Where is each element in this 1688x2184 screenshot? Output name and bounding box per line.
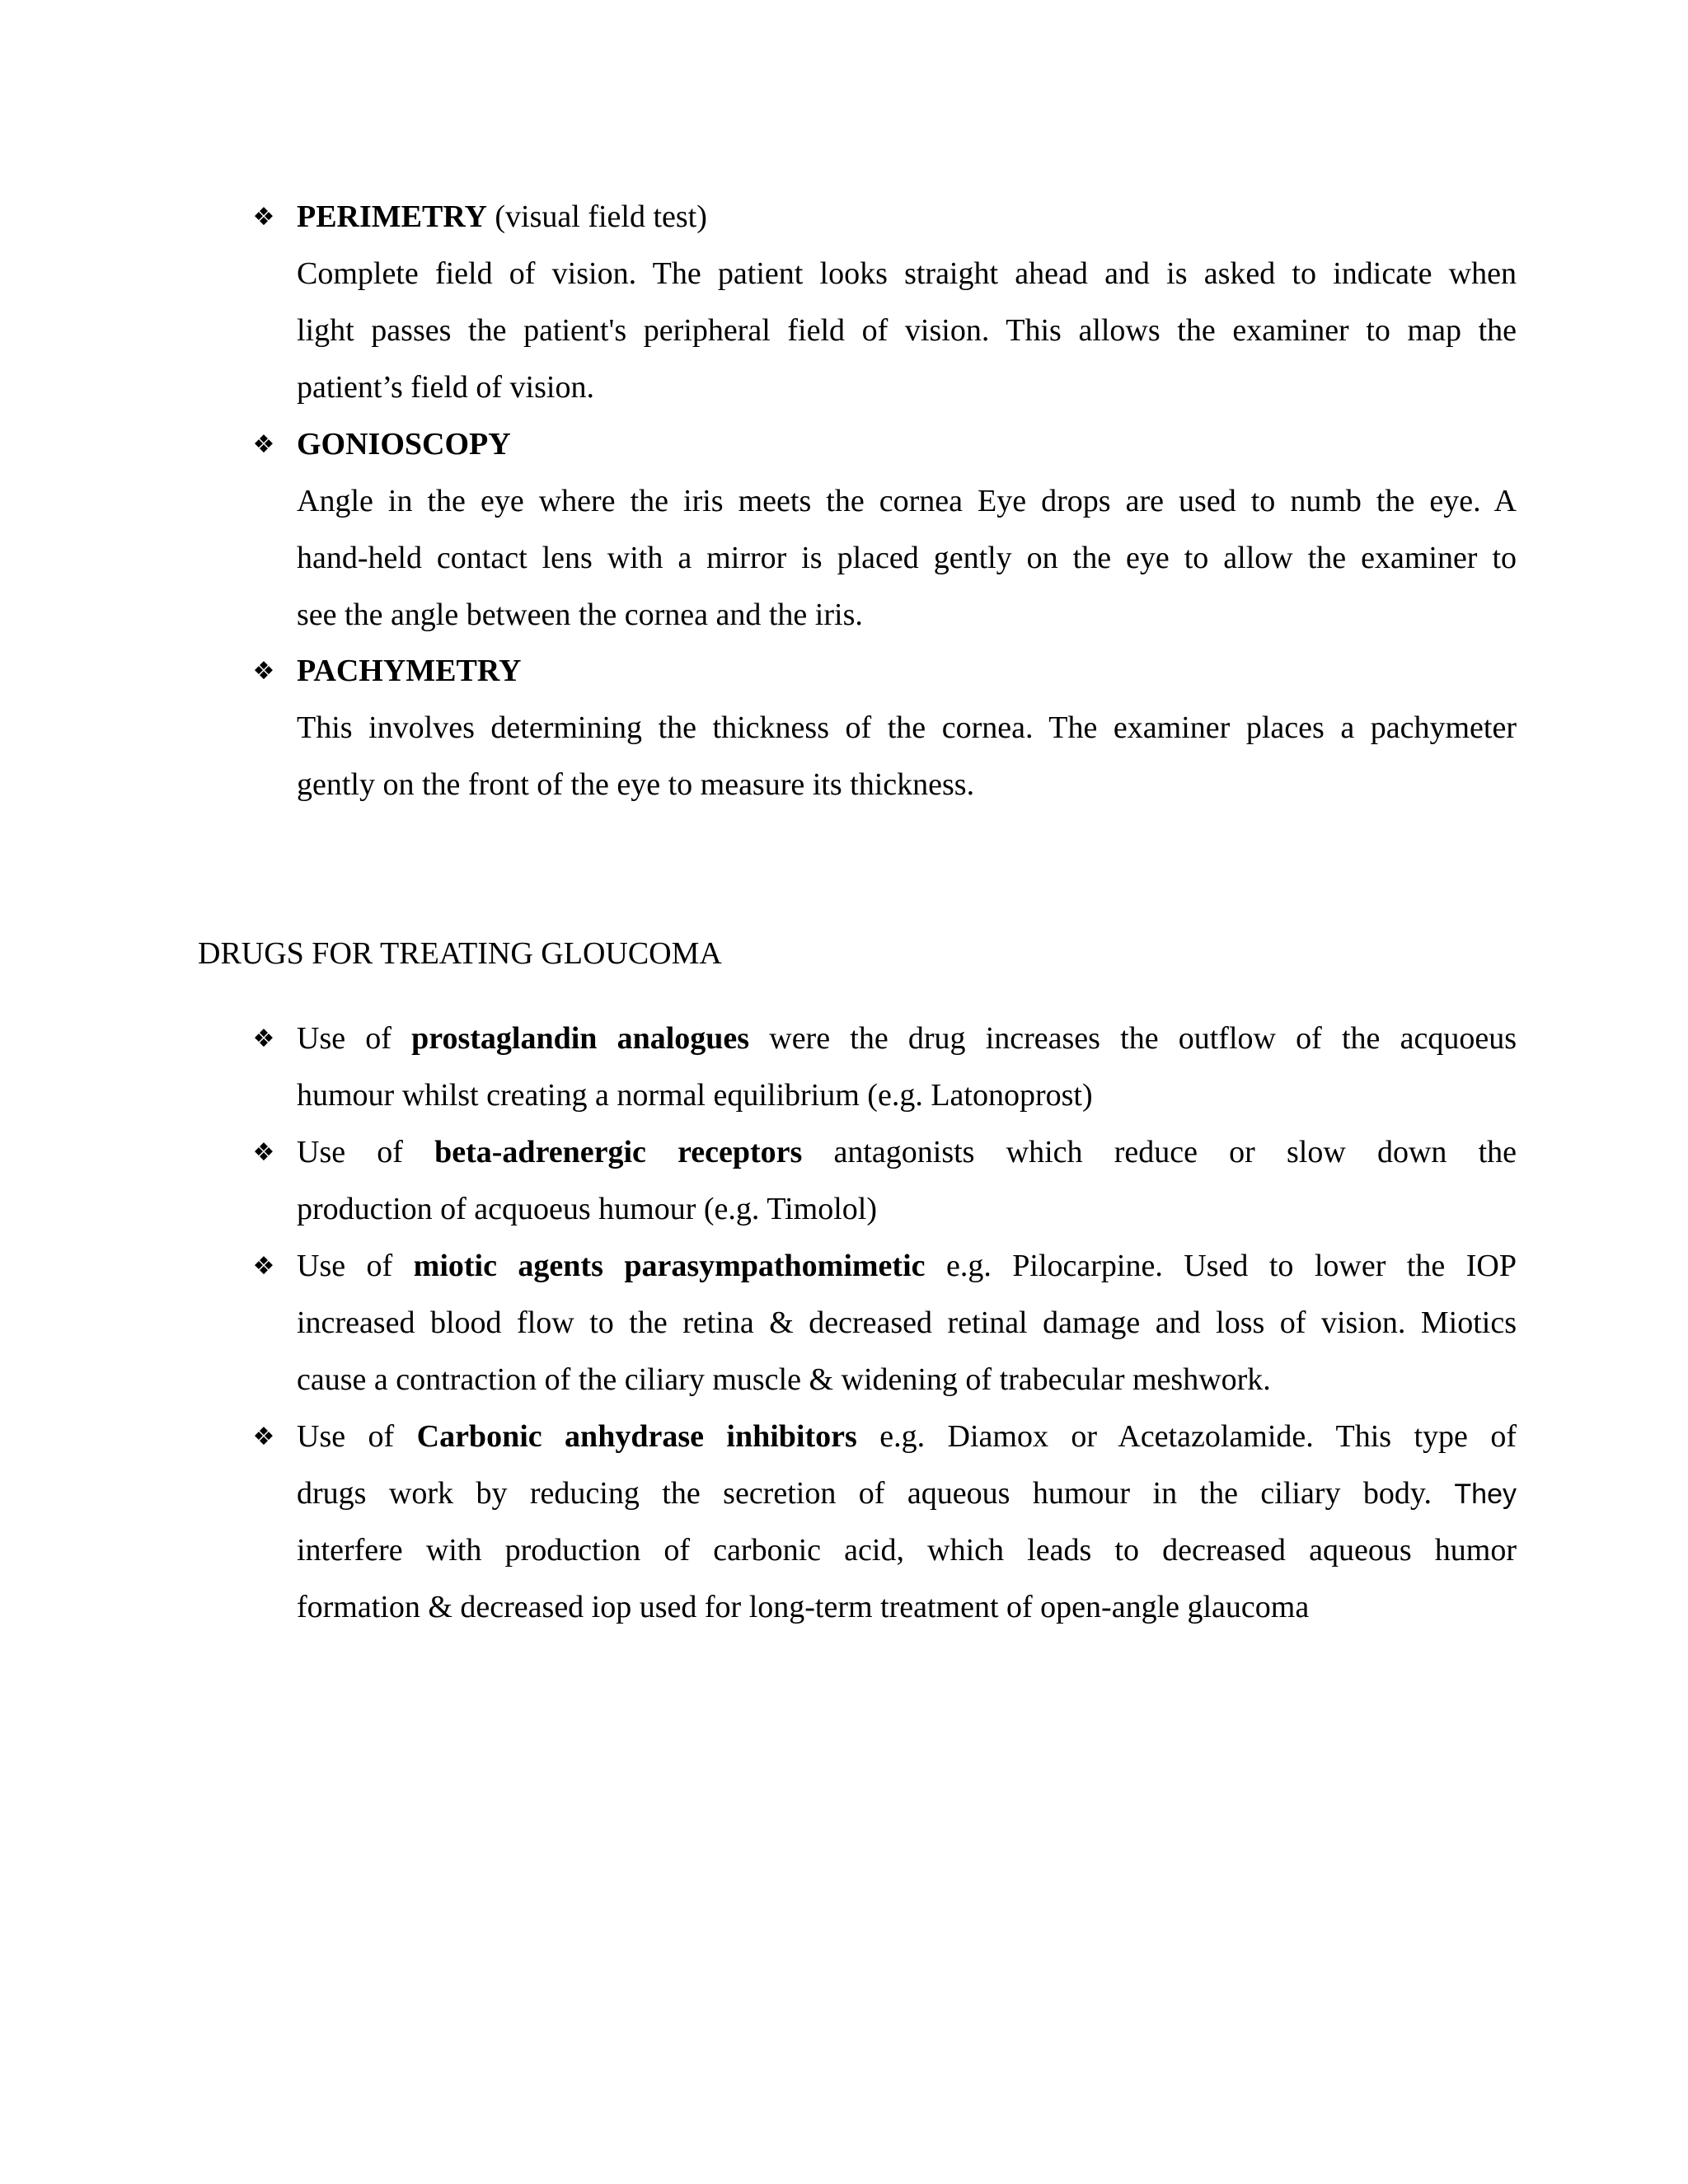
body-line	[247, 1465, 1517, 1522]
pachymetry-title: PACHYMETRY	[297, 654, 522, 688]
drug-description: antagonists which reduce or slow down the	[802, 1135, 1517, 1169]
perimetry-title: PERIMETRY	[297, 199, 487, 234]
diamond-bullet-icon: ❖	[252, 1422, 275, 1451]
pachymetry-item	[247, 643, 1517, 813]
perimetry-item	[247, 189, 1517, 416]
diamond-bullet-icon: ❖	[252, 203, 275, 232]
drug-name: miotic agents parasympathomimetic	[413, 1249, 926, 1283]
drug-first-line	[247, 1124, 1517, 1181]
gonioscopy-title: GONIOSCOPY	[297, 427, 511, 462]
diamond-bullet-icon: ❖	[252, 430, 275, 459]
body-line: increased blood flow to the retina & decreased retinal damage and loss of vision. Miotics	[297, 1305, 1517, 1340]
diamond-bullet-icon: ❖	[252, 657, 275, 686]
drug-prefix: Use of	[297, 1135, 435, 1169]
drug-prefix: Use of	[297, 1419, 417, 1454]
drug-description: were the drug increases the outflow of the acquoeus	[749, 1021, 1517, 1056]
diamond-bullet-icon: ❖	[252, 1252, 275, 1281]
drug-first-line	[247, 1238, 1517, 1295]
body-line: interfere with production of carbonic acid, which leads to decreased aqueous humor	[297, 1533, 1517, 1568]
drug-first-line	[247, 1408, 1517, 1465]
body-line: light passes the patient's peripheral field of vision. This allows the examiner to map the	[297, 313, 1517, 348]
body-line: hand-held contact lens with a mirror is placed gently on the eye to allow the examiner to	[297, 541, 1517, 575]
body-line: see the angle between the cornea and the iris.	[297, 598, 863, 632]
perimetry-title-suffix: (visual field test)	[486, 199, 707, 234]
drug-name: beta-adrenergic receptors	[434, 1135, 803, 1169]
body-line: This involves determining the thickness of the cornea. The examiner places a pachymeter	[297, 710, 1517, 745]
body-line: humour whilst creating a normal equilibrium (e.g. Latonoprost)	[297, 1078, 1093, 1113]
item-heading	[247, 643, 1517, 700]
body-line: patient’s field of vision.	[297, 370, 594, 405]
diamond-bullet-icon: ❖	[252, 1138, 275, 1167]
gonioscopy-item	[247, 416, 1517, 644]
body-line: Angle in the eye where the iris meets the cornea Eye drops are used to numb the eye. A	[297, 484, 1517, 518]
body-line: production of acquoeus humour (e.g. Timolol)	[297, 1192, 877, 1226]
drug-description: e.g. Diamox or Acetazolamide. This type of	[856, 1419, 1517, 1454]
drug-description: e.g. Pilocarpine. Used to lower the IOP	[925, 1249, 1517, 1283]
body-line: cause a contraction of the ciliary muscle & widening of trabecular meshwork.	[297, 1362, 1271, 1397]
section-heading: DRUGS FOR TREATING GLOUCOMA	[198, 936, 722, 971]
body-line-sans-part: They	[1454, 1479, 1517, 1510]
item-heading	[247, 416, 1517, 473]
body-line: formation & decreased iop used for long-term treatment of open-angle glaucoma	[297, 1590, 1310, 1624]
drug-name: prostaglandin analogues	[411, 1021, 750, 1056]
drug-prefix: Use of	[297, 1249, 414, 1283]
body-line-serif-part: drugs work by reducing the secretion of aqueous humour in the ciliary body.	[297, 1476, 1455, 1511]
drug-item-carbonic-anhydrase	[247, 1408, 1517, 1636]
body-line: Complete field of vision. The patient looks straight ahead and is asked to indicate when	[297, 256, 1517, 291]
drug-item-beta-adrenergic	[247, 1124, 1517, 1238]
diamond-bullet-icon: ❖	[252, 1024, 275, 1053]
drug-prefix: Use of	[297, 1021, 412, 1056]
drug-item-prostaglandin	[247, 1010, 1517, 1124]
body-line: gently on the front of the eye to measure its thickness.	[297, 767, 975, 802]
drug-first-line	[247, 1010, 1517, 1067]
item-heading	[247, 189, 1517, 246]
drug-name: Carbonic anhydrase inhibitors	[416, 1419, 857, 1454]
drug-item-miotic	[247, 1238, 1517, 1408]
